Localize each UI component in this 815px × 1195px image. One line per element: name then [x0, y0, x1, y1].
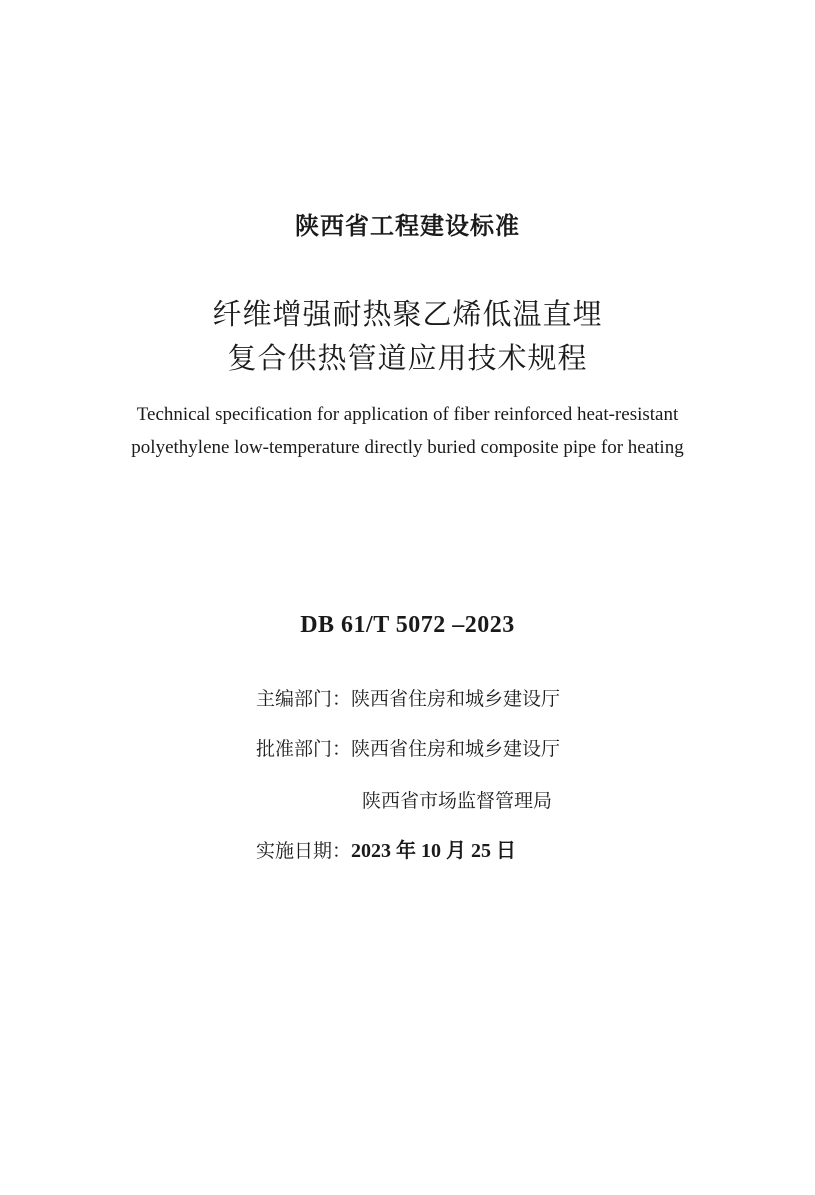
- approver-department-2: [362, 786, 552, 816]
- approver-value: 陕西省住房和城乡建设厅: [351, 738, 561, 760]
- standard-series: 陕西省工程建设标准: [295, 212, 520, 240]
- editor-label: 主编部门：: [256, 688, 352, 710]
- approver-department: [256, 734, 560, 764]
- approver-label: 批准部门：: [256, 738, 352, 760]
- title-english-line-2: polyethylene low-temperature directly buried composite pipe for heating: [131, 437, 684, 458]
- title-english-line-1: Technical specification for application of fiber reinforced heat-resistant: [136, 404, 679, 425]
- title-chinese-line-2: 复合供热管道应用技术规程: [227, 341, 588, 375]
- title-chinese: [0, 292, 815, 380]
- effective-date-value: 2023 年 10 月 25 日: [351, 840, 517, 862]
- effective-date: [256, 836, 516, 866]
- standard-code: DB 61/T 5072 –2023: [300, 612, 515, 638]
- approver-value-2: 陕西省市场监督管理局: [362, 790, 553, 812]
- effective-date-label: 实施日期：: [256, 840, 352, 862]
- title-english: [0, 398, 815, 464]
- editor-department: [256, 684, 560, 714]
- editor-value: 陕西省住房和城乡建设厅: [351, 688, 561, 710]
- title-chinese-line-1: 纤维增强耐热聚乙烯低温直埋: [212, 297, 603, 331]
